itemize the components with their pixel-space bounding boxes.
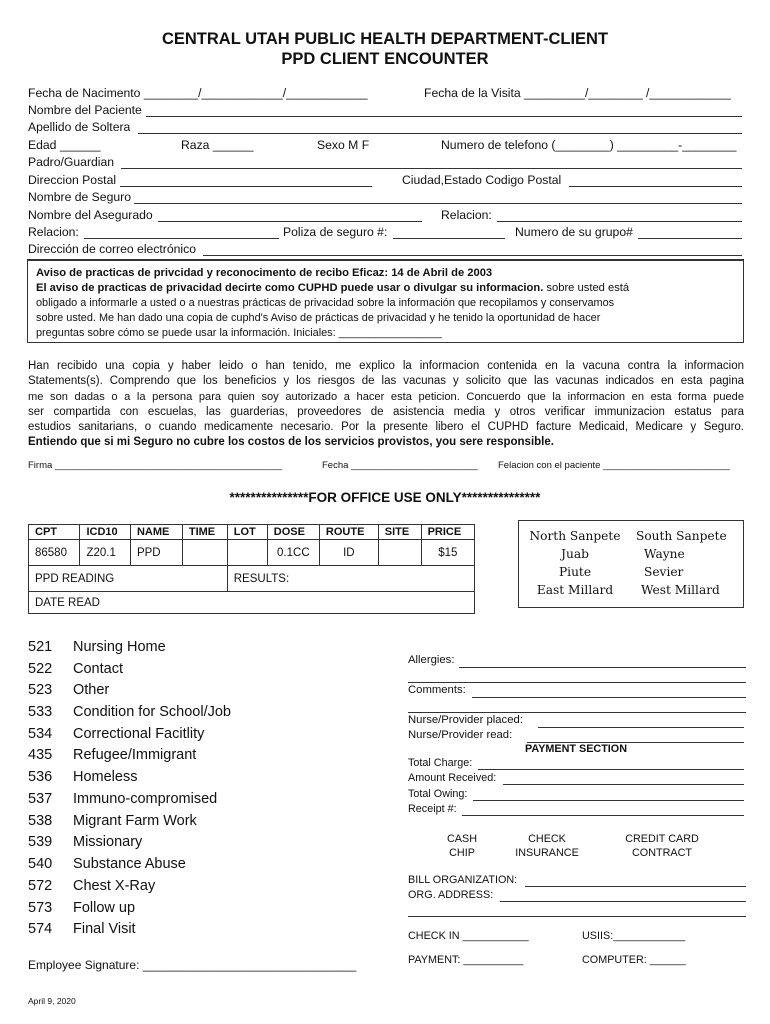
notice-line-1: Aviso de practicas de privcidad y reconocimento de recibo Eficaz: 14 de Abril de 2003 bbox=[36, 267, 493, 279]
group-input[interactable] bbox=[638, 238, 742, 239]
relation-input[interactable] bbox=[497, 221, 742, 222]
insurance-option[interactable]: INSURANCE bbox=[515, 847, 579, 859]
list-item[interactable]: 522 Contact bbox=[28, 661, 123, 677]
notice-line-4: sobre usted. Me han dado una copia de cuphd's Aviso de prácticas de privacidad y he tenido la oportunidad de hacer bbox=[36, 312, 601, 324]
county-piute[interactable]: Piute bbox=[558, 565, 592, 579]
office-use-table bbox=[28, 524, 475, 614]
list-item[interactable]: 523 Other bbox=[28, 682, 110, 698]
employee-signature-field[interactable]: Employee Signature: ________________________________ bbox=[28, 958, 357, 972]
header-icd10: ICD10 bbox=[80, 525, 131, 540]
phone-field[interactable]: Numero de telefono (________) _________-________ bbox=[441, 138, 737, 152]
bill-organization-label: BILL ORGANIZATION: bbox=[408, 874, 518, 886]
race-field[interactable]: Raza ______ bbox=[181, 138, 254, 152]
county-wayne[interactable]: Wayne bbox=[644, 547, 685, 561]
city-state-zip-label: Ciudad,Estado Codigo Postal bbox=[402, 173, 562, 187]
notice-line-2-bold: El aviso de practicas de privacidad decirte como CUPHD puede usar o divulgar su informacion. bbox=[36, 282, 544, 294]
address-label: Direccion Postal bbox=[28, 173, 117, 187]
guardian-label: Padro/Guardian bbox=[28, 155, 115, 169]
consent-line-3: me son dadas o a la persona para quien soy autorizado a hacer esta peticion. Concuerdo que la informacion en esta forma puede bbox=[28, 390, 744, 403]
fecha-field[interactable]: Fecha ________________________ bbox=[322, 460, 478, 471]
list-item[interactable]: 521 Nursing Home bbox=[28, 639, 166, 655]
counties-box bbox=[518, 520, 744, 608]
cell-cpt[interactable]: 86580 bbox=[29, 540, 80, 566]
total-owing-input[interactable] bbox=[473, 800, 744, 801]
ppd-reading-cell[interactable]: PPD READING bbox=[29, 566, 228, 592]
policy-label: Poliza de seguro #: bbox=[283, 225, 388, 239]
allergies-label: Allergies: bbox=[408, 654, 455, 666]
list-item[interactable]: 540 Substance Abuse bbox=[28, 856, 186, 872]
table-row bbox=[29, 566, 475, 592]
address-input[interactable] bbox=[120, 186, 372, 187]
consent-line-2: Statements(s). Comprendo que los beneficios y los riesgos de las vacunas y solicito que las vacunas indicados en esta pagina bbox=[28, 375, 744, 388]
county-east-millard[interactable]: East Millard bbox=[536, 583, 614, 597]
patient-name-input[interactable] bbox=[146, 116, 742, 117]
firma-field[interactable]: Firma ___________________________________________ bbox=[28, 460, 283, 471]
consent-line-4: ser compartida con escuelas, las guarderias, proveedores de asistencia media y otros verificar immunizacion estatus para bbox=[28, 405, 744, 418]
usiis-field[interactable]: USIIS:____________ bbox=[582, 930, 686, 942]
total-owing-label: Total Owing: bbox=[408, 788, 468, 800]
comments-label: Comments: bbox=[408, 684, 466, 696]
policy-input[interactable] bbox=[393, 238, 505, 239]
maiden-name-input[interactable] bbox=[138, 133, 742, 134]
list-item[interactable]: 537 Immuno-compromised bbox=[28, 791, 218, 807]
county-juab[interactable]: Juab bbox=[561, 547, 589, 561]
sex-field[interactable]: Sexo M F bbox=[317, 138, 370, 152]
cell-route[interactable]: ID bbox=[319, 540, 378, 566]
form-subtitle: PPD CLIENT ENCOUNTER bbox=[281, 50, 489, 68]
cell-time[interactable] bbox=[182, 540, 227, 566]
allergies-input-2[interactable] bbox=[408, 682, 746, 683]
date-read-cell[interactable]: DATE READ bbox=[29, 592, 475, 614]
comments-input[interactable] bbox=[472, 697, 746, 698]
list-item[interactable]: 573 Follow up bbox=[28, 900, 136, 916]
notice-line-5[interactable]: preguntas sobre cómo se puede usar la información. Iniciales: _________________ bbox=[36, 327, 442, 339]
insurance-name-input[interactable] bbox=[134, 203, 742, 204]
cell-price[interactable]: $15 bbox=[421, 540, 474, 566]
consent-paragraph bbox=[28, 359, 744, 451]
amount-received-input[interactable] bbox=[503, 784, 744, 785]
notice-line-2-rest: sobre usted está bbox=[543, 282, 630, 294]
relation2-label: Relacion: bbox=[28, 225, 79, 239]
results-cell[interactable]: RESULTS: bbox=[227, 566, 474, 592]
birth-date-field[interactable]: Fecha de Nacimento ________/____________/____________ bbox=[28, 86, 368, 100]
chip-option[interactable]: CHIP bbox=[449, 847, 475, 859]
list-item[interactable]: 538 Migrant Farm Work bbox=[28, 813, 197, 829]
list-item[interactable]: 534 Correctional Facitlity bbox=[28, 726, 205, 742]
email-label: Dirección de correo electrónico bbox=[28, 242, 196, 256]
list-item[interactable]: 539 Missionary bbox=[28, 834, 143, 850]
header-price: PRICE bbox=[421, 525, 474, 540]
cell-icd10[interactable]: Z20.1 bbox=[80, 540, 131, 566]
amount-received-label: Amount Received: bbox=[408, 772, 497, 784]
cell-dose[interactable]: 0.1CC bbox=[267, 540, 319, 566]
notice-line-2 bbox=[36, 282, 629, 294]
cash-option[interactable]: CASH bbox=[447, 833, 477, 845]
guardian-input[interactable] bbox=[121, 168, 742, 169]
age-field[interactable]: Edad ______ bbox=[28, 138, 101, 152]
total-charge-label: Total Charge: bbox=[408, 757, 473, 769]
nurse-placed-label: Nurse/Provider placed: bbox=[408, 714, 523, 726]
header-route: ROUTE bbox=[319, 525, 378, 540]
insured-name-label: Nombre del Asegurado bbox=[28, 208, 153, 222]
nurse-placed-input[interactable] bbox=[538, 727, 744, 728]
table-row bbox=[29, 592, 475, 614]
notice-line-3: obligado a informarle a usted o a nuestras prácticas de privacidad sobre la información que recopilamos y conservamos bbox=[36, 297, 615, 309]
table-header-row bbox=[29, 525, 475, 540]
relation-label: Relacion: bbox=[441, 208, 492, 222]
city-state-zip-input[interactable] bbox=[569, 186, 742, 187]
insured-name-input[interactable] bbox=[158, 221, 422, 222]
relacion-paciente-field[interactable]: Felacion con el paciente ________________________ bbox=[498, 460, 730, 471]
header-cpt: CPT bbox=[29, 525, 80, 540]
header-time: TIME bbox=[182, 525, 227, 540]
maiden-name-label: Apellido de Soltera bbox=[28, 120, 131, 134]
total-charge-input[interactable] bbox=[478, 769, 744, 770]
header-dose: DOSE bbox=[267, 525, 319, 540]
receipt-label: Receipt #: bbox=[408, 803, 457, 815]
list-item[interactable]: 435 Refugee/Immigrant bbox=[28, 747, 197, 763]
credit-card-option[interactable]: CREDIT CARD bbox=[625, 833, 699, 845]
patient-name-label: Nombre del Paciente bbox=[28, 103, 142, 117]
computer-field[interactable]: COMPUTER: ______ bbox=[582, 954, 686, 966]
county-north-sanpete[interactable]: North Sanpete bbox=[529, 529, 621, 543]
county-west-millard[interactable]: West Millard bbox=[641, 583, 720, 597]
org-address-input-2[interactable] bbox=[408, 916, 746, 917]
bill-organization-input[interactable] bbox=[525, 886, 746, 887]
list-item[interactable]: 533 Condition for School/Job bbox=[28, 704, 231, 720]
check-option[interactable]: CHECK bbox=[528, 833, 566, 845]
header-name: NAME bbox=[130, 525, 182, 540]
list-item[interactable]: 574 Final Visit bbox=[28, 921, 136, 937]
payment-field[interactable]: PAYMENT: __________ bbox=[408, 954, 524, 966]
org-address-label: ORG. ADDRESS: bbox=[408, 889, 494, 901]
payment-section-heading: PAYMENT SECTION bbox=[525, 743, 627, 755]
header-site: SITE bbox=[378, 525, 421, 540]
table-row bbox=[29, 540, 475, 566]
cell-name[interactable]: PPD bbox=[130, 540, 182, 566]
office-use-heading: ***************FOR OFFICE USE ONLY*************** bbox=[229, 490, 541, 505]
consent-line-6: Entiendo que si mi Seguro no cubre los costos de los servicios provistos, you sere responsible. bbox=[28, 436, 554, 449]
contract-option[interactable]: CONTRACT bbox=[632, 847, 692, 859]
county-south-sanpete[interactable]: South Sanpete bbox=[636, 529, 727, 543]
visit-date-field[interactable]: Fecha de la Visita _________/________ /____________ bbox=[424, 86, 731, 100]
county-sevier[interactable]: Sevier bbox=[644, 565, 684, 579]
list-item[interactable]: 572 Chest X-Ray bbox=[28, 878, 156, 894]
consent-line-1: Han recibido una copia y haber leido o han tenido, me explico la informacion contenida en la vacuna contra la informacion bbox=[28, 360, 744, 372]
cell-site[interactable] bbox=[378, 540, 421, 566]
group-label: Numero de su grupo# bbox=[515, 225, 633, 239]
consent-line-5: estudios sanitarians, o cuando medicamente necesario. Por la presente libero el CUPHD facture Medicaid, Medicare y Seguro. bbox=[28, 421, 744, 434]
email-input[interactable] bbox=[203, 255, 742, 256]
form-title: CENTRAL UTAH PUBLIC HEALTH DEPARTMENT-CLIENT bbox=[161, 30, 609, 48]
cell-lot[interactable] bbox=[227, 540, 267, 566]
check-in-field[interactable]: CHECK IN ___________ bbox=[408, 930, 529, 942]
footer-date: April 9, 2020 bbox=[28, 996, 76, 1006]
insurance-name-label: Nombre de Seguro bbox=[28, 190, 131, 204]
receipt-input[interactable] bbox=[462, 815, 744, 816]
org-address-input[interactable] bbox=[500, 901, 746, 902]
relation2-input[interactable] bbox=[84, 238, 279, 239]
nurse-read-label: Nurse/Provider read: bbox=[408, 729, 513, 741]
list-item[interactable]: 536 Homeless bbox=[28, 769, 138, 785]
comments-input-2[interactable] bbox=[408, 712, 746, 713]
privacy-notice-box bbox=[27, 259, 744, 343]
header-lot: LOT bbox=[227, 525, 267, 540]
allergies-input[interactable] bbox=[459, 667, 746, 668]
